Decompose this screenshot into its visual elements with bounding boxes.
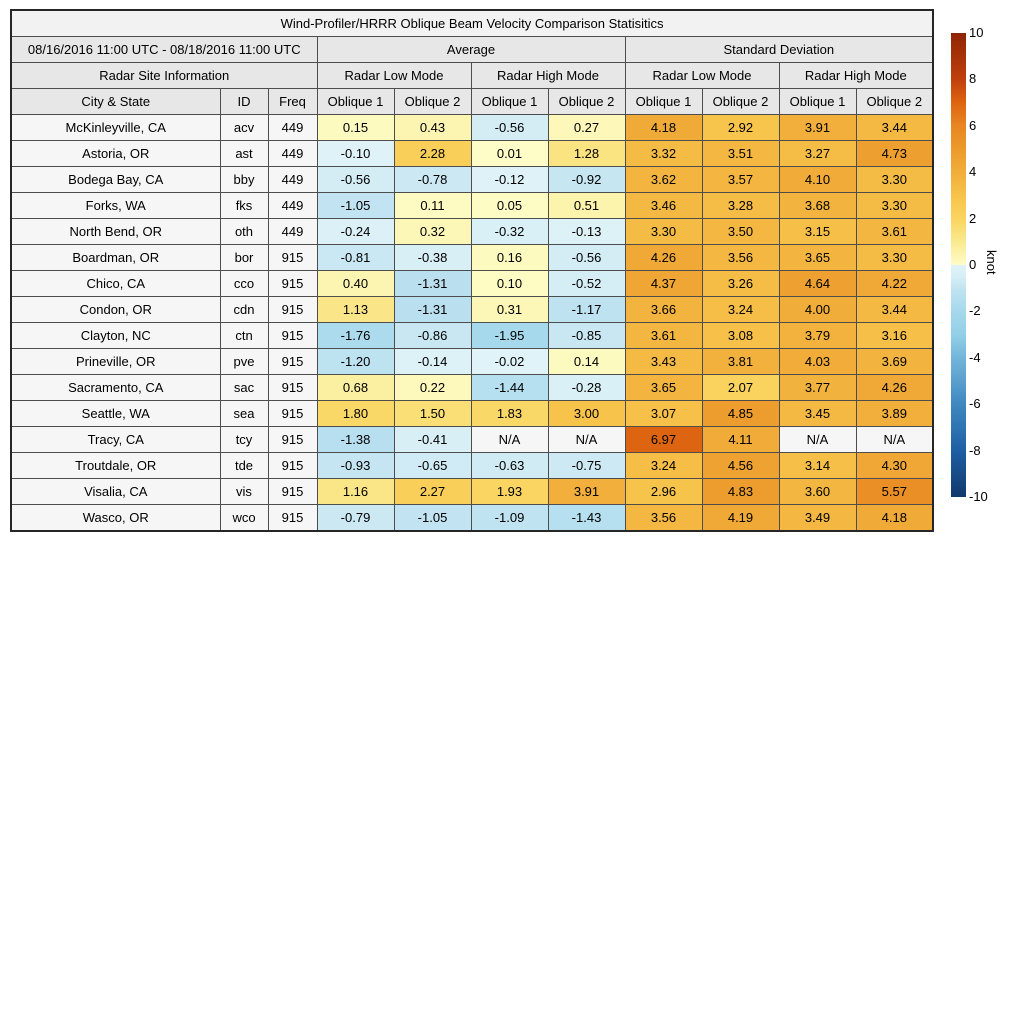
- table-row: [11, 349, 933, 375]
- site-id-cell: fks: [220, 193, 268, 219]
- freq-cell: 915: [268, 427, 317, 453]
- stat-cell: 3.45: [779, 401, 856, 427]
- stat-cell: 0.32: [394, 219, 471, 245]
- site-id-cell: oth: [220, 219, 268, 245]
- site-id-cell: ctn: [220, 323, 268, 349]
- city-cell: Boardman, OR: [11, 245, 220, 271]
- table-title: Wind-Profiler/HRRR Oblique Beam Velocity Comparison Statisitics: [11, 10, 933, 37]
- stat-cell: 3.60: [779, 479, 856, 505]
- city-cell: McKinleyville, CA: [11, 115, 220, 141]
- stat-cell: 3.61: [625, 323, 702, 349]
- stat-cell: -1.09: [471, 505, 548, 532]
- freq-cell: 915: [268, 375, 317, 401]
- freq-cell: 915: [268, 505, 317, 532]
- stat-cell: 3.79: [779, 323, 856, 349]
- table-row: [11, 167, 933, 193]
- stat-cell: 4.18: [856, 505, 933, 532]
- stat-cell: 1.13: [317, 297, 394, 323]
- stat-cell: 4.26: [856, 375, 933, 401]
- colorbar-gradient: [951, 33, 966, 497]
- colorbar-unit-label: knot: [984, 250, 999, 275]
- stat-cell: 2.27: [394, 479, 471, 505]
- stat-cell: -0.24: [317, 219, 394, 245]
- stat-cell: 0.40: [317, 271, 394, 297]
- title-row: [11, 10, 933, 37]
- stat-cell: 3.57: [702, 167, 779, 193]
- stat-cell: 3.30: [856, 193, 933, 219]
- column-header-6: Oblique 2: [548, 89, 625, 115]
- stat-cell: -0.28: [548, 375, 625, 401]
- column-header-5: Oblique 1: [471, 89, 548, 115]
- group-header-average: Average: [317, 37, 625, 63]
- stat-cell: 3.44: [856, 297, 933, 323]
- colorbar-tick-label: 8: [969, 71, 977, 87]
- stat-cell: -1.44: [471, 375, 548, 401]
- column-header-row: [11, 89, 933, 115]
- table-row: [11, 193, 933, 219]
- stat-cell: -0.86: [394, 323, 471, 349]
- stat-cell: 1.50: [394, 401, 471, 427]
- stat-cell: 4.03: [779, 349, 856, 375]
- stat-cell: 3.62: [625, 167, 702, 193]
- stat-cell: 4.00: [779, 297, 856, 323]
- site-id-cell: cco: [220, 271, 268, 297]
- column-header-9: Oblique 1: [779, 89, 856, 115]
- freq-cell: 915: [268, 323, 317, 349]
- colorbar-tick-label: -4: [969, 349, 981, 365]
- site-id-cell: ast: [220, 141, 268, 167]
- city-cell: Astoria, OR: [11, 141, 220, 167]
- stat-cell: -0.13: [548, 219, 625, 245]
- freq-cell: 449: [268, 193, 317, 219]
- stat-cell: 3.65: [779, 245, 856, 271]
- stat-cell: -1.20: [317, 349, 394, 375]
- group-header-standard-deviation: Standard Deviation: [625, 37, 933, 63]
- stat-cell: 3.44: [856, 115, 933, 141]
- stat-cell: 1.16: [317, 479, 394, 505]
- stat-cell: 3.81: [702, 349, 779, 375]
- stat-cell: -0.81: [317, 245, 394, 271]
- column-header-2: Freq: [268, 89, 317, 115]
- colorbar-tick-label: 10: [969, 25, 984, 40]
- stat-cell: -0.63: [471, 453, 548, 479]
- stat-cell: -1.17: [548, 297, 625, 323]
- stat-cell: -1.05: [394, 505, 471, 532]
- city-cell: Visalia, CA: [11, 479, 220, 505]
- stat-cell: 0.11: [394, 193, 471, 219]
- site-id-cell: tcy: [220, 427, 268, 453]
- table-row: [11, 323, 933, 349]
- stat-cell: 3.51: [702, 141, 779, 167]
- colorbar-tick-label: 0: [969, 257, 977, 272]
- stat-cell: -0.85: [548, 323, 625, 349]
- city-cell: Clayton, NC: [11, 323, 220, 349]
- site-id-cell: vis: [220, 479, 268, 505]
- stat-cell: 4.26: [625, 245, 702, 271]
- colorbar-tick-label: -2: [969, 303, 981, 319]
- colorbar-tick-label: -6: [969, 396, 981, 412]
- stat-cell: 3.14: [779, 453, 856, 479]
- stat-cell: -0.78: [394, 167, 471, 193]
- stat-cell: -0.38: [394, 245, 471, 271]
- table-row: [11, 297, 933, 323]
- freq-cell: 915: [268, 479, 317, 505]
- stat-cell: -0.12: [471, 167, 548, 193]
- stat-cell: -1.05: [317, 193, 394, 219]
- mode-header-row: [11, 63, 933, 89]
- stat-cell: 4.10: [779, 167, 856, 193]
- mode-header-avg-low: Radar Low Mode: [317, 63, 471, 89]
- freq-cell: 449: [268, 115, 317, 141]
- stat-cell: -0.14: [394, 349, 471, 375]
- city-cell: Troutdale, OR: [11, 453, 220, 479]
- stat-cell: 3.46: [625, 193, 702, 219]
- stat-cell: 4.73: [856, 141, 933, 167]
- stat-cell: 0.43: [394, 115, 471, 141]
- stat-cell: 0.51: [548, 193, 625, 219]
- stat-cell: -0.92: [548, 167, 625, 193]
- city-cell: Condon, OR: [11, 297, 220, 323]
- freq-cell: 915: [268, 453, 317, 479]
- stat-cell: 3.66: [625, 297, 702, 323]
- stat-cell: -0.02: [471, 349, 548, 375]
- stat-cell: -0.56: [548, 245, 625, 271]
- stat-cell: 0.31: [471, 297, 548, 323]
- table-row: [11, 479, 933, 505]
- stat-cell: 3.69: [856, 349, 933, 375]
- stat-cell: N/A: [548, 427, 625, 453]
- stat-cell: 1.93: [471, 479, 548, 505]
- stat-cell: 0.22: [394, 375, 471, 401]
- site-id-cell: tde: [220, 453, 268, 479]
- site-id-cell: wco: [220, 505, 268, 532]
- stat-cell: 0.68: [317, 375, 394, 401]
- site-info-header: Radar Site Information: [11, 63, 317, 89]
- stat-cell: 3.26: [702, 271, 779, 297]
- stat-cell: 6.97: [625, 427, 702, 453]
- freq-cell: 449: [268, 141, 317, 167]
- freq-cell: 915: [268, 271, 317, 297]
- stat-cell: 0.16: [471, 245, 548, 271]
- column-header-10: Oblique 2: [856, 89, 933, 115]
- city-cell: Bodega Bay, CA: [11, 167, 220, 193]
- mode-header-avg-high: Radar High Mode: [471, 63, 625, 89]
- stat-cell: 3.49: [779, 505, 856, 532]
- stat-cell: -0.32: [471, 219, 548, 245]
- stat-cell: -1.38: [317, 427, 394, 453]
- stat-cell: 0.27: [548, 115, 625, 141]
- freq-cell: 915: [268, 401, 317, 427]
- table-row: [11, 505, 933, 532]
- stat-cell: 4.11: [702, 427, 779, 453]
- stat-cell: 4.22: [856, 271, 933, 297]
- stat-cell: 3.56: [702, 245, 779, 271]
- column-header-0: City & State: [11, 89, 220, 115]
- stat-cell: 0.01: [471, 141, 548, 167]
- colorbar-tick-label: 2: [969, 210, 977, 226]
- stat-cell: -0.52: [548, 271, 625, 297]
- stat-cell: 4.56: [702, 453, 779, 479]
- stat-cell: 3.77: [779, 375, 856, 401]
- stat-cell: 3.91: [779, 115, 856, 141]
- stat-cell: 3.91: [548, 479, 625, 505]
- city-cell: Wasco, OR: [11, 505, 220, 532]
- stat-cell: 0.15: [317, 115, 394, 141]
- site-id-cell: cdn: [220, 297, 268, 323]
- group-header-row: [11, 37, 933, 63]
- table-row: [11, 219, 933, 245]
- colorbar-tick-label: 6: [969, 117, 977, 133]
- stat-cell: 5.57: [856, 479, 933, 505]
- table-row: [11, 453, 933, 479]
- freq-cell: 915: [268, 297, 317, 323]
- column-header-8: Oblique 2: [702, 89, 779, 115]
- stat-cell: -0.10: [317, 141, 394, 167]
- stat-cell: 3.32: [625, 141, 702, 167]
- stat-cell: -0.93: [317, 453, 394, 479]
- stat-cell: 0.10: [471, 271, 548, 297]
- stat-cell: N/A: [471, 427, 548, 453]
- stat-cell: 3.28: [702, 193, 779, 219]
- stat-cell: 3.24: [625, 453, 702, 479]
- table-row: [11, 245, 933, 271]
- mode-header-std-low: Radar Low Mode: [625, 63, 779, 89]
- table-row: [11, 375, 933, 401]
- stat-cell: 1.28: [548, 141, 625, 167]
- stat-cell: -0.65: [394, 453, 471, 479]
- freq-cell: 449: [268, 219, 317, 245]
- stat-cell: 3.16: [856, 323, 933, 349]
- table-row: [11, 271, 933, 297]
- stat-cell: 3.07: [625, 401, 702, 427]
- stat-cell: 3.00: [548, 401, 625, 427]
- table-row: [11, 401, 933, 427]
- stat-cell: -1.43: [548, 505, 625, 532]
- stat-cell: N/A: [779, 427, 856, 453]
- stat-cell: 2.92: [702, 115, 779, 141]
- stat-cell: 2.96: [625, 479, 702, 505]
- stat-cell: 1.83: [471, 401, 548, 427]
- stat-cell: 3.08: [702, 323, 779, 349]
- stat-cell: -1.31: [394, 271, 471, 297]
- site-id-cell: sac: [220, 375, 268, 401]
- stat-cell: 4.30: [856, 453, 933, 479]
- stat-cell: 0.14: [548, 349, 625, 375]
- stat-cell: 3.43: [625, 349, 702, 375]
- stat-cell: 3.89: [856, 401, 933, 427]
- stat-cell: 0.05: [471, 193, 548, 219]
- stat-cell: 4.85: [702, 401, 779, 427]
- stat-cell: -0.56: [471, 115, 548, 141]
- city-cell: Forks, WA: [11, 193, 220, 219]
- stat-cell: 3.68: [779, 193, 856, 219]
- city-cell: Tracy, CA: [11, 427, 220, 453]
- freq-cell: 915: [268, 245, 317, 271]
- stat-cell: 4.64: [779, 271, 856, 297]
- stat-cell: 3.27: [779, 141, 856, 167]
- column-header-1: ID: [220, 89, 268, 115]
- city-cell: Sacramento, CA: [11, 375, 220, 401]
- stat-cell: 3.24: [702, 297, 779, 323]
- stat-cell: 2.28: [394, 141, 471, 167]
- column-header-7: Oblique 1: [625, 89, 702, 115]
- stat-cell: 3.61: [856, 219, 933, 245]
- table-row: [11, 141, 933, 167]
- stat-cell: 3.30: [856, 167, 933, 193]
- stat-cell: -0.56: [317, 167, 394, 193]
- time-period: 08/16/2016 11:00 UTC - 08/18/2016 11:00 UTC: [11, 37, 317, 63]
- site-id-cell: bby: [220, 167, 268, 193]
- column-header-4: Oblique 2: [394, 89, 471, 115]
- colorbar-tick-label: -8: [969, 442, 981, 458]
- stat-cell: 4.19: [702, 505, 779, 532]
- stat-cell: 3.30: [856, 245, 933, 271]
- city-cell: Prineville, OR: [11, 349, 220, 375]
- mode-header-std-high: Radar High Mode: [779, 63, 933, 89]
- city-cell: North Bend, OR: [11, 219, 220, 245]
- stat-cell: N/A: [856, 427, 933, 453]
- freq-cell: 449: [268, 167, 317, 193]
- stat-cell: -0.79: [317, 505, 394, 532]
- table-row: [11, 427, 933, 453]
- stat-cell: -1.95: [471, 323, 548, 349]
- statistics-table: [10, 9, 934, 532]
- city-cell: Seattle, WA: [11, 401, 220, 427]
- colorbar-tick-label: 4: [969, 164, 977, 180]
- site-id-cell: bor: [220, 245, 268, 271]
- stat-cell: 4.37: [625, 271, 702, 297]
- stat-cell: 3.30: [625, 219, 702, 245]
- stat-cell: 3.65: [625, 375, 702, 401]
- stat-cell: 1.80: [317, 401, 394, 427]
- stat-cell: -0.75: [548, 453, 625, 479]
- freq-cell: 915: [268, 349, 317, 375]
- city-cell: Chico, CA: [11, 271, 220, 297]
- stat-cell: 3.50: [702, 219, 779, 245]
- stat-cell: -0.41: [394, 427, 471, 453]
- stat-cell: -1.76: [317, 323, 394, 349]
- site-id-cell: sea: [220, 401, 268, 427]
- column-header-3: Oblique 1: [317, 89, 394, 115]
- colorbar-tick-label: -10: [969, 489, 988, 504]
- stat-cell: 4.83: [702, 479, 779, 505]
- site-id-cell: pve: [220, 349, 268, 375]
- stat-cell: -1.31: [394, 297, 471, 323]
- table-row: [11, 115, 933, 141]
- stat-cell: 2.07: [702, 375, 779, 401]
- stat-cell: 3.15: [779, 219, 856, 245]
- stat-cell: 3.56: [625, 505, 702, 532]
- site-id-cell: acv: [220, 115, 268, 141]
- stat-cell: 4.18: [625, 115, 702, 141]
